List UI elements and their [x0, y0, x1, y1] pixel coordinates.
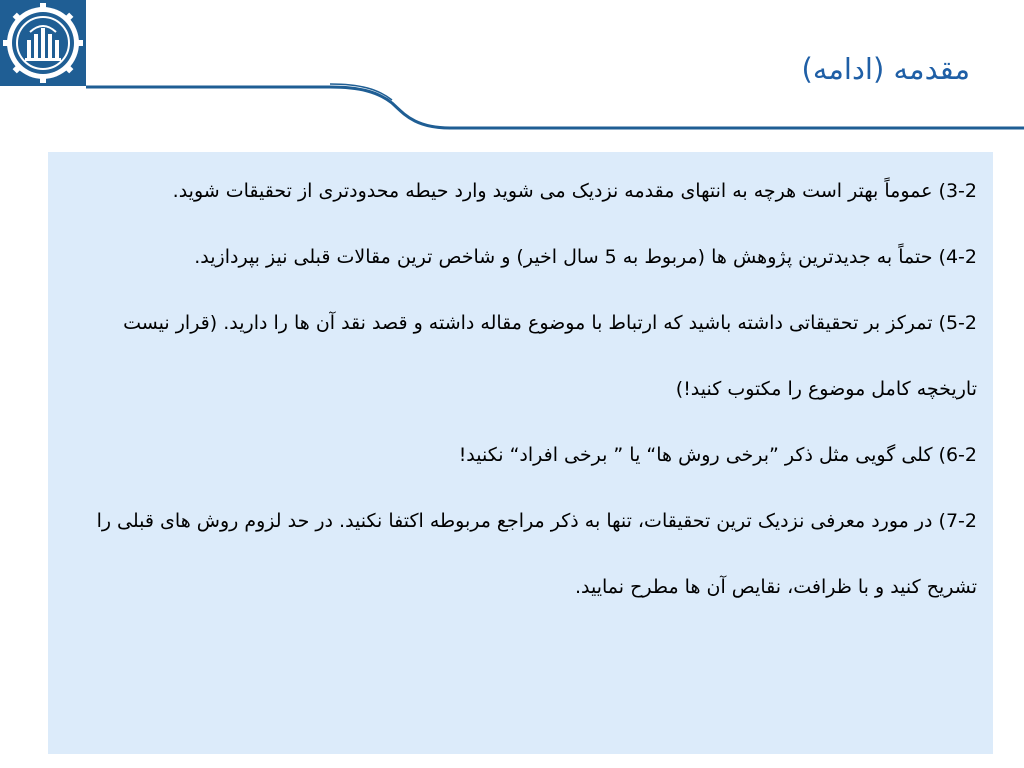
content-box — [48, 152, 993, 754]
content-paragraph-5: 7-2) در مورد معرفی نزدیک ترین تحقیقات، تنها به ذکر مراجع مربوطه اکتفا نکنید. در حد لزوم روش های قبلی را تشریح کنید و با ظرافت، نقایص آن ها مطرح نمایید. — [96, 510, 977, 598]
content-paragraph-2: 4-2) حتماً به جدیدترین پژوهش ها (مربوط به 5 سال اخیر) و شاخص ترین مقالات قبلی نیز بپردازید. — [194, 246, 977, 268]
gear-emblem-icon — [0, 0, 86, 86]
university-logo — [0, 0, 86, 86]
slide-title: مقدمه (ادامه) — [801, 52, 970, 86]
content-paragraph-4: 6-2) کلی گویی مثل ذکر ”برخی روش ها“ یا ” برخی افراد“ نکنید! — [458, 444, 977, 466]
content-paragraph-1: 3-2) عموماً بهتر است هرچه به انتهای مقدمه نزدیک می شوید وارد حیطه محدودتری از تحقیقات شوید. — [172, 180, 977, 202]
content-paragraph-3: 5-2) تمرکز بر تحقیقاتی داشته باشید که ارتباط با موضوع مقاله داشته و قصد نقد آن ها را دارید. (قرار نیست تاریخچه کامل موضوع را مکتوب کنید!) — [123, 312, 977, 400]
